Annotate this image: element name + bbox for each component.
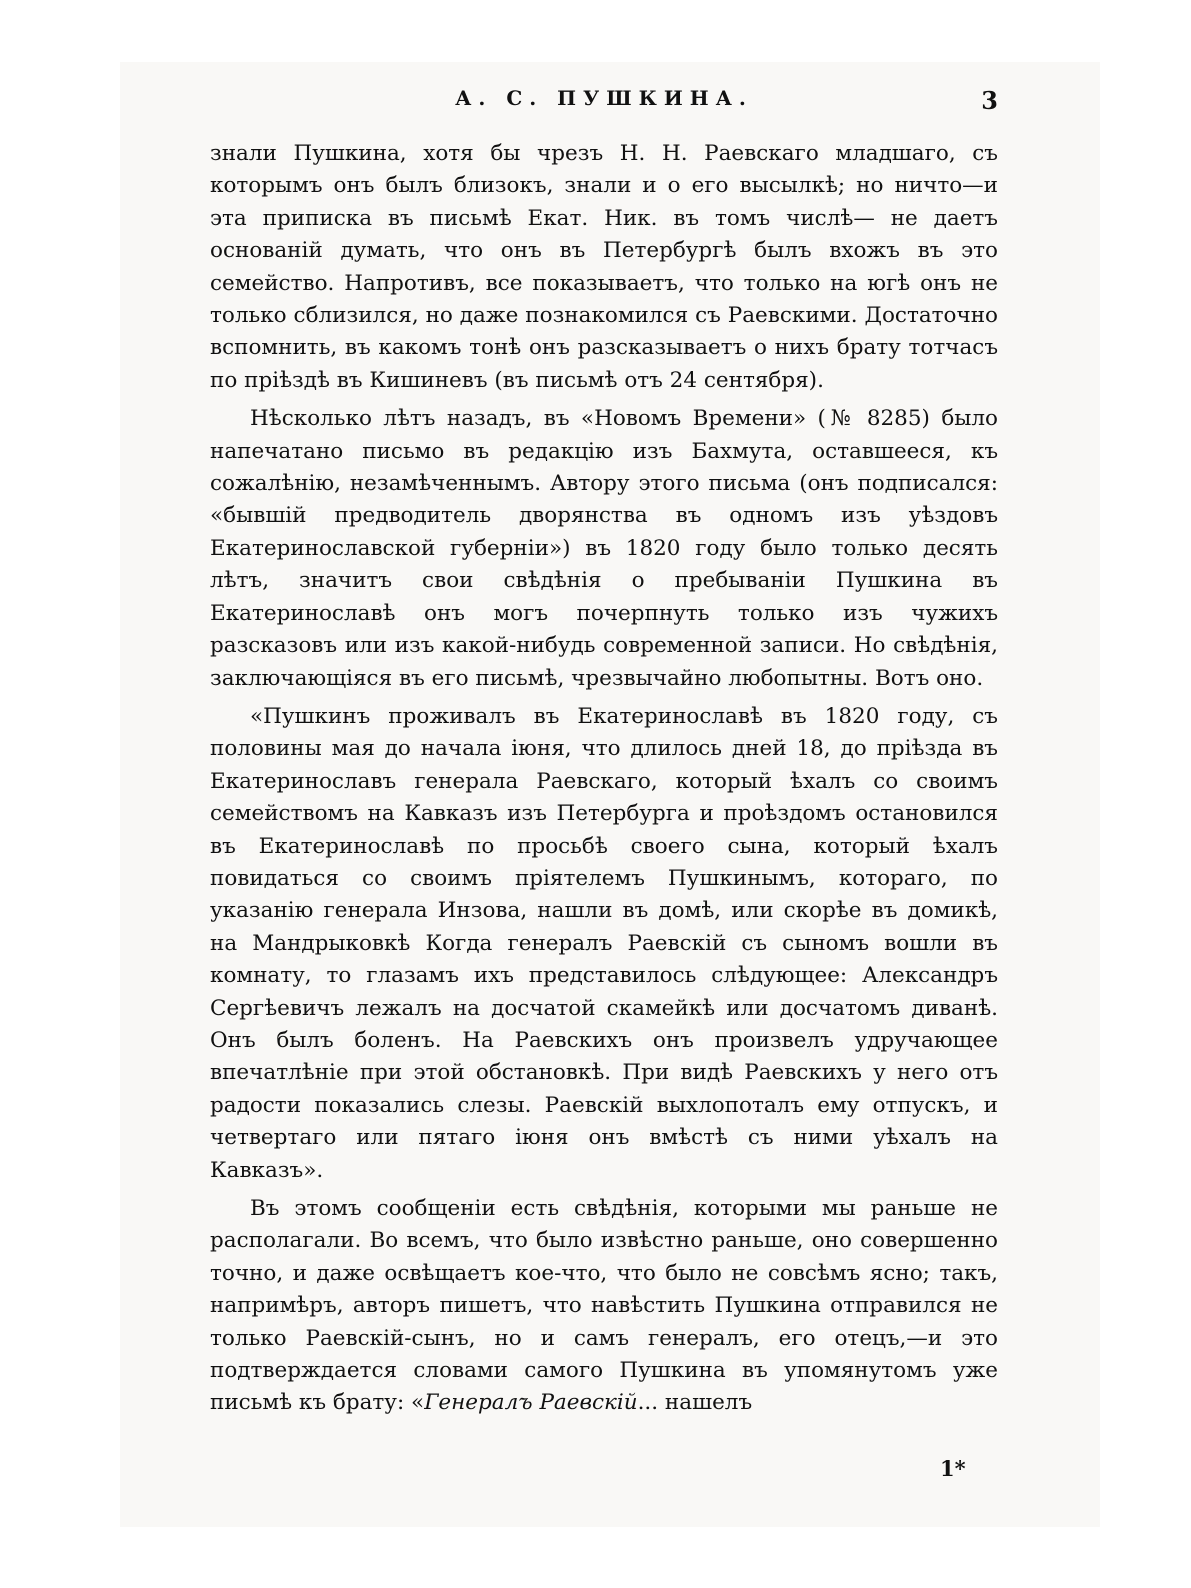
page-header bbox=[210, 86, 998, 116]
commentary-tail: ... нашелъ bbox=[637, 1390, 753, 1416]
paragraph-commentary bbox=[210, 1193, 998, 1420]
commentary-text: Въ этомъ сообщеніи есть свѣдѣнія, которыми мы раньше не располагали. Во всемъ, что было извѣстно раньше, оно совершенно точно, и даже освѣщаетъ кое-что, что было не совсѣмъ ясно; такъ, напримѣръ, авторъ пишетъ, что навѣстить Пушкина отправился не только Раевскій-сынъ, но и самъ генералъ, его отецъ,—и это подтверждается словами самого Пушкина въ упомянутомъ уже письмѣ къ брату: « bbox=[210, 1196, 998, 1416]
paragraph-quoted-letter: «Пушкинъ проживалъ въ Екатеринославѣ въ 1820 году, съ половины мая до начала іюня, что длилось дней 18, до пріѣзда въ Екатеринославъ генерала Раевскаго, который ѣхалъ со своимъ семействомъ на Кавказъ изъ Петербурга и проѣздомъ остановился въ Екатеринославѣ по просьбѣ своего сына, который ѣхалъ повидаться со своимъ пріятелемъ Пушкинымъ, котораго, по указанію генерала Инзова, нашли въ домѣ, или скорѣе въ домикѣ, на Мандрыковкѣ Когда генералъ Раевскій съ сыномъ вошли въ комнату, то глазамъ ихъ представилось слѣдующее: Александръ Сергѣевичъ лежалъ на досчатой скамейкѣ или досчатомъ диванѣ. Онъ былъ боленъ. На Раевскихъ онъ произвелъ удручающее впечатлѣніе при этой обстановкѣ. При видѣ Раевскихъ у него отъ радости показались слезы. Раевскій выхлопоталъ ему отпускъ, и четвертаго или пятаго іюня онъ вмѣстѣ съ ними уѣхалъ на Кавказъ». bbox=[210, 703, 998, 1183]
running-head: А. С. ПУШКИНА. bbox=[455, 86, 753, 110]
paragraph-continued: знали Пушкина, хотя бы чрезъ Н. Н. Раевскаго младшаго, съ которымъ онъ былъ близокъ, знали и о его высылкѣ; но ничто—и эта приписка въ письмѣ Екат. Ник. въ томъ числѣ— не даетъ основаній думать, что онъ въ Петербургѣ былъ вхожъ въ это семейство. Напротивъ, все показываетъ, что только на югѣ онъ не только сблизился, но даже познакомился съ Раевскими. Достаточно вспомнить, въ какомъ тонѣ онъ разсказываетъ о нихъ брату тотчасъ по пріѣздѣ въ Кишиневъ (въ письмѣ отъ 24 сентября). bbox=[210, 141, 998, 393]
body-text bbox=[210, 138, 998, 1420]
signature-mark: 1* bbox=[940, 1456, 966, 1481]
paragraph-novoe-vremya: Нѣсколько лѣтъ назадъ, въ «Новомъ Времени» (№ 8285) было напечатано письмо въ редакцію изъ Бахмута, оставшееся, къ сожалѣнію, незамѣченнымъ. Автору этого письма (онъ подписался: «бывшій предводитель дворянства въ одномъ изъ уѣздовъ Екатеринославской губерніи») въ 1820 году было только десять лѣтъ, значитъ свои свѣдѣнія о пребываніи Пушкина въ Екатеринославѣ онъ могъ почерпнуть только изъ чужихъ разсказовъ или изъ какой-нибудь современной записи. Но свѣдѣнія, заключающіяся въ его письмѣ, чрезвычайно любопытны. Вотъ оно. bbox=[210, 406, 998, 691]
page-number: 3 bbox=[981, 86, 998, 115]
italic-quote: Генералъ Раевскій bbox=[424, 1390, 638, 1416]
